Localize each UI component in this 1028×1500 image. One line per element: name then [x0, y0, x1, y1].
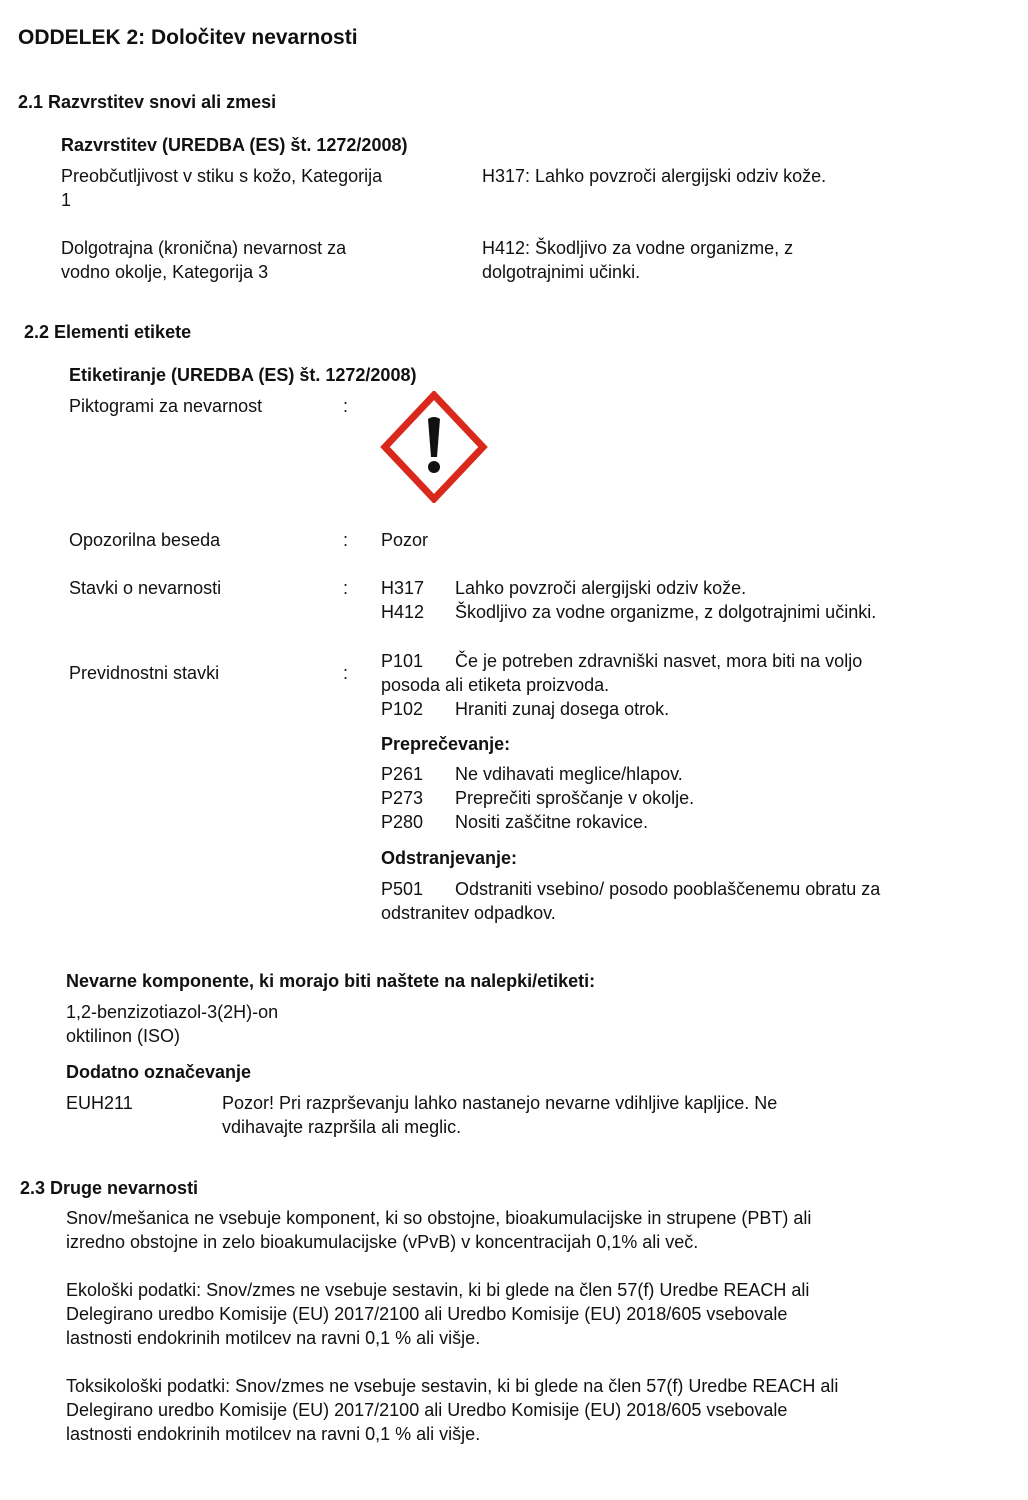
- signal-word-value: Pozor: [381, 530, 429, 550]
- signal-word-label: Opozorilna beseda: [69, 530, 221, 550]
- classification-text: vodno okolje, Kategorija 3: [61, 262, 269, 282]
- classification-subheading: Razvrstitev (UREDBA (ES) št. 1272/2008): [61, 135, 408, 155]
- component-item: oktilinon (ISO): [66, 1026, 181, 1046]
- disposal-heading: Odstranjevanje:: [381, 848, 518, 868]
- heading-2-1: 2.1 Razvrstitev snovi ali zmesi: [18, 92, 277, 112]
- precaution-text: Ne vdihavati meglice/hlapov.: [455, 764, 683, 784]
- pictogram-label: Piktogrami za nevarnost: [69, 396, 263, 416]
- hazard-code: H412: [381, 602, 425, 622]
- toxicological-paragraph: Toksikološki podatki: Snov/zmes ne vsebuje sestavin, ki bi glede na člen 57(f) Uredbe REACH ali Delegirano uredbo Komisije (EU) 2017/2100 ali Uredbo Komisije (EU) 2018/605 vsebovale lastnosti endokrinih motilcev na ravni 0,1 % ali višje.: [66, 1376, 839, 1444]
- colon: :: [343, 396, 349, 416]
- heading-2-2: 2.2 Elementi etikete: [24, 322, 192, 342]
- hazard-text: Lahko povzroči alergijski odziv kože.: [455, 578, 747, 598]
- hazard-statements-label: Stavki o nevarnosti: [69, 578, 222, 598]
- precaution-code: P280: [381, 812, 424, 832]
- precaution-code: P102: [381, 699, 424, 719]
- component-item: 1,2-benzizotiazol-3(2H)-on: [66, 1002, 279, 1022]
- precaution-text: posoda ali etiketa proizvoda.: [381, 675, 610, 695]
- hazard-statement-text: dolgotrajnimi učinki.: [482, 262, 641, 282]
- pbt-paragraph: Snov/mešanica ne vsebuje komponent, ki so obstojne, bioakumulacijske in strupene (PBT) ali izredno obstojne in zelo bioakumulacijske (vPvB) v koncentracijah 0,1% ali več.: [66, 1208, 812, 1252]
- precaution-code: P273: [381, 788, 424, 808]
- classification-text: Dolgotrajna (kronična) nevarnost za: [61, 238, 347, 258]
- additional-labelling-heading: Dodatno označevanje: [66, 1062, 252, 1082]
- classification-text: 1: [61, 190, 72, 210]
- precaution-code: P261: [381, 764, 424, 784]
- euh-code: EUH211: [66, 1093, 133, 1113]
- ecological-paragraph: Ekološki podatki: Snov/zmes ne vsebuje sestavin, ki bi glede na člen 57(f) Uredbe REACH ali Delegirano uredbo Komisije (EU) 2017/2100 ali Uredbo Komisije (EU) 2018/605 vsebovale lastnosti endokrinih motilcev na ravni 0,1 % ali višje.: [66, 1280, 810, 1348]
- hazardous-components-heading: Nevarne komponente, ki morajo biti naštete na nalepki/etiketi:: [66, 971, 596, 991]
- hazard-statement-text: H317: Lahko povzroči alergijski odziv kože.: [482, 166, 827, 186]
- precautionary-statements-label: Previdnostni stavki: [69, 663, 220, 683]
- classification-text: Preobčutljivost v stiku s kožo, Kategorija: [61, 166, 383, 186]
- section-title: ODDELEK 2: Določitev nevarnosti: [18, 26, 358, 49]
- heading-2-3: 2.3 Druge nevarnosti: [20, 1178, 199, 1198]
- colon: :: [343, 663, 349, 683]
- euh-text: vdihavajte razpršila ali meglic.: [222, 1117, 462, 1137]
- precaution-text: Če je potreben zdravniški nasvet, mora biti na voljo: [455, 651, 863, 671]
- euh-text: Pozor! Pri razprševanju lahko nastanejo nevarne vdihljive kapljice. Ne: [222, 1093, 778, 1113]
- colon: :: [343, 578, 349, 598]
- precaution-text: Nositi zaščitne rokavice.: [455, 812, 649, 832]
- hazard-code: H317: [381, 578, 425, 598]
- labelling-subheading: Etiketiranje (UREDBA (ES) št. 1272/2008): [69, 365, 417, 385]
- hazard-text: Škodljivo za vodne organizme, z dolgotrajnimi učinki.: [455, 602, 877, 622]
- precaution-code: P101: [381, 651, 424, 671]
- precaution-code: P501: [381, 879, 424, 899]
- hazard-statement-text: H412: Škodljivo za vodne organizme, z: [482, 238, 794, 258]
- precaution-text: Odstraniti vsebino/ posodo pooblaščenemu obratu za: [455, 879, 881, 899]
- precaution-text: Preprečiti sproščanje v okolje.: [455, 788, 695, 808]
- precaution-text: odstranitev odpadkov.: [381, 903, 556, 923]
- prevention-heading: Preprečevanje:: [381, 734, 511, 754]
- colon: :: [343, 530, 349, 550]
- ghs07-exclamation-icon: [379, 391, 489, 503]
- precaution-text: Hraniti zunaj dosega otrok.: [455, 699, 670, 719]
